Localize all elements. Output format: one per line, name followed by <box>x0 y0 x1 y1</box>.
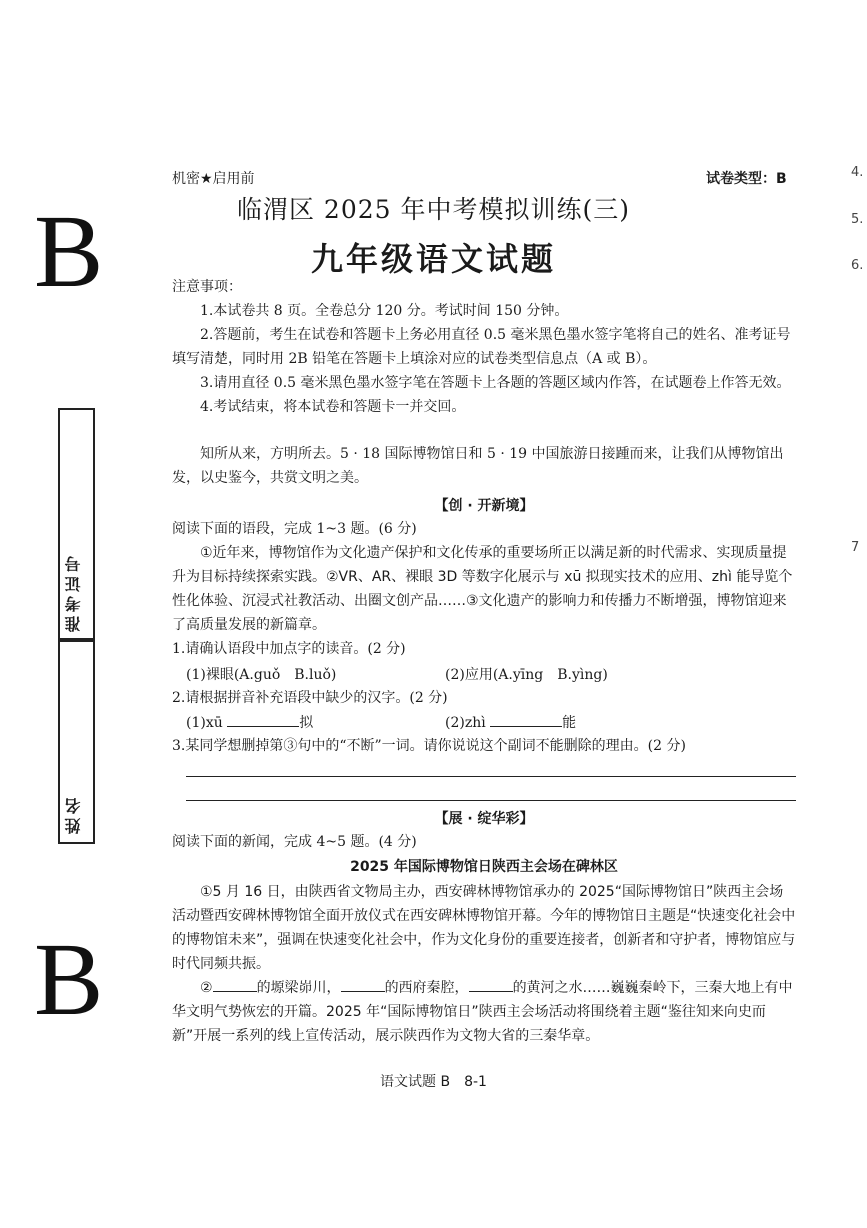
answer-line[interactable] <box>186 800 796 801</box>
edge-number: 4. <box>851 165 864 180</box>
exam-title: 临渭区 2025 年中考模拟训练(三) <box>236 195 631 224</box>
name-label: 姓名 <box>64 794 83 834</box>
exam-subtitle: 九年级语文试题 <box>310 240 556 278</box>
question-1: 1.请确认语段中加点字的读音。(2 分) <box>172 641 406 657</box>
section-title: 【创 · 开新境】 <box>434 498 534 514</box>
paper-type: 试卷类型：B <box>706 171 787 187</box>
question-2: 2.请根据拼音补充语段中缺少的汉字。(2 分) <box>172 690 448 706</box>
section-instruction: 阅读下面的新闻，完成 4~5 题。(4 分) <box>172 834 417 850</box>
edge-number: 7 <box>851 540 860 555</box>
edge-number: 5. <box>851 212 864 227</box>
confidential-mark: 机密★启用前 <box>172 171 255 187</box>
page-footer: 语文试题 B 8-1 <box>380 1074 487 1090</box>
section-instruction: 阅读下面的语段，完成 1~3 题。(6 分) <box>172 521 417 537</box>
news-paragraph <box>172 976 796 1048</box>
phrase: 的黄河之水……巍巍秦岭下，三秦大地上有中华文明气势恢宏的开篇。2025 年“国际博物馆日”陕西主会场活动将围绕着主题“鉴往知来向史而新”开展一系列的线上宣传活动，展示陕西作为文物大省的三秦华章。 <box>172 980 793 1044</box>
notes-item: 1.本试卷共 8 页。全卷总分 120 分。考试时间 150 分钟。 <box>200 303 569 319</box>
notes-item: 4.考试结束，将本试卷和答题卡一并交回。 <box>200 399 466 415</box>
answer-blank[interactable] <box>227 712 299 727</box>
paper-type-letter-bottom: B <box>34 922 104 1037</box>
notes-item: 3.请用直径 0.5 毫米黑色墨水签字笔在答题卡上各题的答题区域内作答，在试题卷上作答无效。 <box>200 375 791 391</box>
question-1-option: (2)应用(A.yīng B.yìng) <box>445 667 608 683</box>
section-title: 【展 · 绽华彩】 <box>434 811 534 827</box>
question-2b-char: 能 <box>562 715 577 731</box>
paper-type-letter-top: B <box>34 194 104 309</box>
answer-blank[interactable] <box>213 977 257 992</box>
question-2a <box>186 712 313 732</box>
edge-number: 6. <box>851 258 864 273</box>
exam-number-label: 准考证号 <box>64 552 83 632</box>
phrase: 的塬梁峁川， <box>256 980 341 996</box>
para-number: ② <box>200 980 213 996</box>
news-headline: 2025 年国际博物馆日陕西主会场在碑林区 <box>350 859 618 875</box>
phrase: 的西府秦腔， <box>384 980 469 996</box>
news-paragraph: ①5 月 16 日，由陕西省文物局主办，西安碑林博物馆承办的 2025“国际博物馆日”陕西主会场活动暨西安碑林博物馆全面开放仪式在西安碑林博物馆开幕。今年的博物馆日主题是“快速变化社会中的博物馆未来”，强调在快速变化社会中，作为文化身份的重要连接者，创新者和守护者，博物馆应与时代同频共振。 <box>172 884 796 972</box>
question-2a-char: 拟 <box>299 715 314 731</box>
answer-blank[interactable] <box>341 977 385 992</box>
intro-paragraph: 知所从来，方明所去。5 · 18 国际博物馆日和 5 · 19 中国旅游日接踵而来，让我们从博物馆出发，以史鉴今，共赏文明之美。 <box>172 446 784 486</box>
answer-blank[interactable] <box>490 712 562 727</box>
question-2b <box>445 712 576 732</box>
answer-line[interactable] <box>186 776 796 777</box>
question-2a-pinyin: (1)xū <box>186 715 223 731</box>
question-2b-pinyin: (2)zhì <box>445 715 486 731</box>
question-1-option: (1)裸眼(A.guǒ B.luǒ) <box>186 667 337 683</box>
notes-heading: 注意事项： <box>172 279 242 295</box>
reading-passage: ①近年来，博物馆作为文化遗产保护和文化传承的重要场所正以满足新的时代需求、实现质量提升为目标持续探索实践。②VR、AR、裸眼 3D 等数字化展示与 xū 拟现实技术的应用、zhì 能导览个性化体验、沉浸式社教活动、出圈文创产品……③文化遗产的影响力和传播力不断增强，博物馆迎来了高质量发展的新篇章。 <box>172 545 793 633</box>
notes-item: 2.答题前，考生在试卷和答题卡上务必用直径 0.5 毫米黑色墨水签字笔将自己的姓名、准考证号填写清楚，同时用 2B 铅笔在答题卡上填涂对应的试卷类型信息点（A 或 B）。 <box>172 327 791 367</box>
question-3: 3.某同学想删掉第③句中的“不断”一词。请你说说这个副词不能删除的理由。(2 分) <box>172 738 686 754</box>
answer-blank[interactable] <box>469 977 513 992</box>
